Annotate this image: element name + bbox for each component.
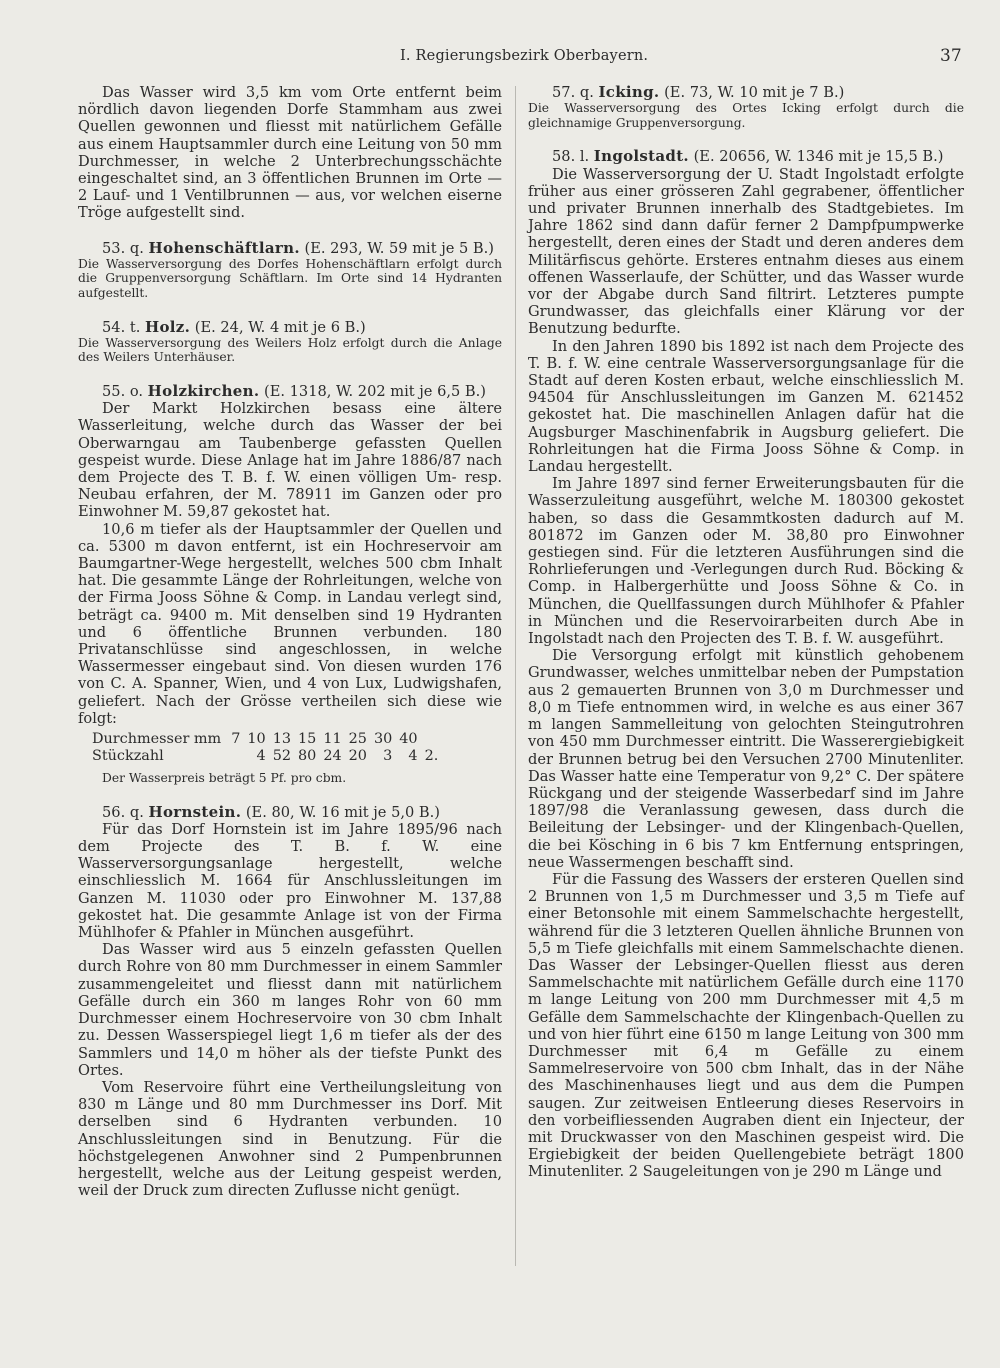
body-paragraph: Im Jahre 1897 sind ferner Erweiterungsbauten für die Wasserzuleitung ausgeführt, welche M. 180300 gekostet haben, so dass die Gesammtkosten dadurch auf M. 801872 im Ganzen oder M. 38,80 pro Einwohner gestiegen sind. Für die letzteren Ausführungen sind die Rohrlieferungen und -Verlegungen durch Rud. Böcking & Comp. in Halbergerhütte und Jooss Söhne & Co. in München, die Quellfassungen durch Mühlhofer & Pfahler in München und die Reservoirarbeiten durch Abe in Ingolstadt nach den Projecten des T. B. f. W. ausgeführt.	[528, 475, 964, 648]
section-heading	[78, 240, 502, 257]
section-number: 54. t.	[102, 318, 141, 336]
section-stats: (E. 293, W. 59 mit je 5 B.)	[304, 239, 494, 257]
table-row-label: Durchmesser mm	[92, 731, 222, 748]
body-paragraph: 10,6 m tiefer als der Hauptsammler der Quellen und ca. 5300 m davon entfernt, ist ein Hochreservoir am Baumgartner-Wege hergestellt, welches 500 cbm Inhalt hat. Die gesammte Länge der Rohrleitungen, welche von der Firma Jooss Söhne & Comp. in Landau verlegt sind, beträgt ca. 9400 m. Mit denselben sind 19 Hydranten und 6 öffentliche Brunnen verbunden. 180 Privatanschlüsse sind angeschlossen, in welche Wassermesser eingebaut sind. Von diesen wurden 176 von C. A. Spanner, Wien, und 4 von Lux, Ludwigshafen, geliefert. Nach der Grösse vertheilen sich diese wie folgt:	[78, 520, 502, 727]
place-name: Hohenschäftlarn.	[148, 238, 300, 257]
section-number: 57. q.	[552, 84, 594, 101]
table-row	[92, 748, 445, 765]
section-number: 55. o.	[102, 383, 144, 400]
column-divider	[515, 86, 516, 1266]
section-stats: (E. 24, W. 4 mit je 6 B.)	[194, 318, 366, 336]
section-gap	[78, 222, 502, 240]
running-title: I. Regierungsbezirk Oberbayern.	[400, 48, 649, 64]
body-paragraph: Für das Dorf Hornstein ist im Jahre 1895/96 nach dem Projecte des T. B. f. W. eine Wasserversorgungsanlage hergestellt, welche einschliesslich M. 1664 für Anschlussleitungen im Ganzen M. 11030 oder pro Einwohner M. 137,88 gekostet hat. Die gesammte Anlage ist von der Firma Mühlhofer & Pfahler in München ausgeführt.	[78, 820, 502, 942]
table-cell: 4	[408, 748, 418, 765]
place-name: Ingolstadt.	[593, 147, 689, 166]
place-name: Hornstein.	[148, 802, 242, 821]
table-cell: 52	[272, 748, 291, 765]
small-print-note: Der Wasserpreis beträgt 5 Pf. pro cbm.	[102, 771, 347, 786]
body-paragraph: Der Markt Holzkirchen besass eine ältere Wasserleitung, welche durch das Wasser der bei Oberwarngau am Taubenberge gefassten Quellen gespeist wurde. Diese Anlage hat im Jahre 1886/87 nach dem Projecte des T. B. f. W. einen völligen Um- resp. Neubau erfahren, der M. 78911 im Ganzen oder pro Einwohner M. 59,87 gekostet hat.	[78, 400, 502, 521]
right-column	[528, 84, 964, 1181]
meter-size-table	[92, 731, 445, 765]
small-print-note: Die Wasserversorgung des Dorfes Hohenschäftlarn erfolgt durch die Gruppenversorgung Schäftlarn. Im Orte sind 14 Hydranten aufgestellt.	[78, 256, 502, 301]
table-cell: 24	[323, 748, 342, 765]
table-cell: 40	[399, 731, 418, 748]
section-stats: (E. 20656, W. 1346 mit je 15,5 B.)	[693, 148, 944, 166]
table-cell: 7	[231, 731, 241, 748]
section-heading	[78, 804, 502, 821]
table-cell: 20	[348, 748, 367, 765]
section-heading	[528, 84, 964, 101]
left-column	[78, 84, 502, 1199]
table-cell: 25	[348, 731, 367, 748]
table-cell: 13	[272, 731, 291, 748]
section-gap	[528, 130, 964, 148]
table-cell: 10	[247, 731, 266, 748]
section-number: 56. q.	[102, 803, 144, 821]
body-paragraph: Das Wasser wird aus 5 einzeln gefassten Quellen durch Rohre von 80 mm Durchmesser in einem Sammler zusammengeleitet und fliesst dann mit natürlichem Gefälle durch ein 360 m langes Rohr von 60 mm Durchmesser einem Hochreservoire von 30 cbm Inhalt zu. Dessen Wasserspiegel liegt 1,6 m tiefer als der des Sammlers und 14,0 m höher als der tiefste Punkt des Ortes.	[78, 941, 502, 1079]
table-cell: 4	[256, 748, 266, 765]
section-heading	[78, 319, 502, 336]
section-gap	[78, 365, 502, 383]
small-print-note: Die Wasserversorgung des Weilers Holz erfolgt durch die Anlage des Weilers Unterhäuser.	[78, 335, 502, 365]
section-gap	[78, 301, 502, 319]
place-name: Icking.	[598, 83, 660, 101]
section-heading	[528, 148, 964, 165]
section-stats: (E. 1318, W. 202 mit je 6,5 B.)	[264, 383, 486, 400]
small-print-note: Die Wasserversorgung des Ortes Icking erfolgt durch die gleichnamige Gruppenversorgung.	[528, 101, 964, 130]
section-stats: (E. 73, W. 10 mit je 7 B.)	[664, 84, 845, 101]
table-row-label: Stückzahl	[92, 748, 164, 765]
table-cell: 2.	[424, 748, 439, 765]
table-cell: 30	[373, 731, 393, 748]
body-paragraph: Für die Fassung des Wassers der ersteren Quellen sind 2 Brunnen von 1,5 m Durchmesser und 3,5 m Tiefe auf einer Betonsohle mit einem Sammelschachte hergestellt, während für die 3 letzteren Quellen ähnliche Brunnen von 5,5 m Tiefe gleichfalls mit einem Sammelschachte dienen. Das Wasser der Lebsinger-Quellen fliesst aus deren Sammelschachte mit natürlichem Gefälle durch eine 1170 m lange Leitung von 200 mm Durchmesser mit 4,5 m Gefälle dem Sammelschachte der Klingenbach-Quellen zu und von hier führt eine 6150 m lange Leitung von 300 mm Durchmesser mit 6,4 m Gefälle zu einem Sammelreservoire von 500 cbm Inhalt, das in der Nähe des Maschinenhauses liegt und aus dem die Pumpen saugen. Zur zeitweisen Entleerung dieses Reservoirs in den vorbeifliessenden Augraben dient ein Injecteur, der mit Druckwasser von den Maschinen gespeist wird. Die Ergiebigkeit der beiden Quellengebiete beträgt 1800 Minutenliter. 2 Saugeleitungen von je 290 m Länge und	[528, 870, 964, 1181]
place-name: Holz.	[145, 317, 191, 336]
section-stats: (E. 80, W. 16 mit je 5,0 B.)	[245, 803, 440, 821]
table-cell: 11	[323, 731, 342, 748]
page-number: 37	[940, 46, 962, 66]
section-gap	[78, 786, 502, 804]
place-name: Holzkirchen.	[147, 382, 260, 400]
table-row	[92, 731, 445, 748]
section-number: 53. q.	[102, 239, 144, 257]
body-paragraph: Die Versorgung erfolgt mit künstlich gehobenem Grundwasser, welches unmittelbar neben der Pumpstation aus 2 gemauerten Brunnen von 3,0 m Durchmesser und 8,0 m Tiefe entnommen wird, in welche es aus einer 367 m langen Sammelleitung von gelochten Steingutrohren von 450 mm Durchmesser eintritt. Die Wasserergiebigkeit der Brunnen betrug bei den Versuchen 2700 Minutenliter. Das Wasser hatte eine Temperatur von 9,2° C. Der spätere Rückgang und der steigende Wasserbedarf sind im Jahre 1897/98 die Veranlassung gewesen, dass durch die Beileitung der Lebsinger- und der Klingenbach-Quellen, die bei Kösching in 6 bis 7 km Entfernung entspringen, neue Wassermengen beschafft sind.	[528, 647, 964, 871]
table-cell: 15	[298, 731, 317, 748]
body-paragraph: In den Jahren 1890 bis 1892 ist nach dem Projecte des T. B. f. W. eine centrale Wasserversorgungsanlage für die Stadt auf deren Kosten erbaut, welche einschliesslich M. 94504 für Anschlussleitungen im Ganzen M. 621452 gekostet hat. Die maschinellen Anlagen dafür hat die Augsburger Maschinenfabrik in Augsburg geliefert. Die Rohrleitungen hat die Firma Jooss Söhne & Comp. in Landau hergestellt.	[528, 337, 964, 476]
body-paragraph: Das Wasser wird 3,5 km vom Orte entfernt beim nördlich davon liegenden Dorfe Stammham aus zwei Quellen gewonnen und fliesst mit natürlichem Gefälle aus einem Hauptsammler durch eine Leitung von 50 mm Durchmesser, in welche 2 Unterbrechungsschächte eingeschaltet sind, an 3 öffentlichen Brunnen im Orte — 2 Lauf- und 1 Ventilbrunnen — aus, vor welchen eiserne Tröge aufgestellt sind.	[78, 84, 502, 222]
section-number: 58. l.	[552, 148, 590, 166]
body-paragraph: Vom Reservoire führt eine Vertheilungsleitung von 830 m Länge und 80 mm Durchmesser ins Dorf. Mit derselben sind 6 Hydranten verbunden. 10 Anschlussleitungen sind in Benutzung. Für die höchstgelegenen Anwohner sind 2 Pumpenbrunnen hergestellt, welche aus der Leitung gespeist werden, weil der Druck zum directen Zuflusse nicht genügt.	[78, 1078, 502, 1200]
page-header	[0, 48, 1000, 72]
body-paragraph: Die Wasserversorgung der U. Stadt Ingolstadt erfolgte früher aus einer grösseren Zahl gegrabener, öffentlicher und privater Brunnen innerhalb des Stadtgebietes. Im Jahre 1862 sind dann dafür ferner 2 Dampfpumpwerke hergestellt, deren eines der Stadt und deren anderes dem Militärfiscus gehörte. Ersteres entnahm dieses aus einem offenen Wasserlaufe, der Schütter, und das Wasser wurde vor der Abgabe durch Sand filtrirt. Letzteres pumpte Grundwasser, das gleichfalls einer Klärung vor der Benutzung bedurfte.	[528, 165, 964, 338]
table-cell: 3	[383, 748, 393, 765]
table-cell	[231, 748, 247, 765]
table-cell: 80	[298, 748, 317, 765]
section-heading	[78, 383, 502, 400]
